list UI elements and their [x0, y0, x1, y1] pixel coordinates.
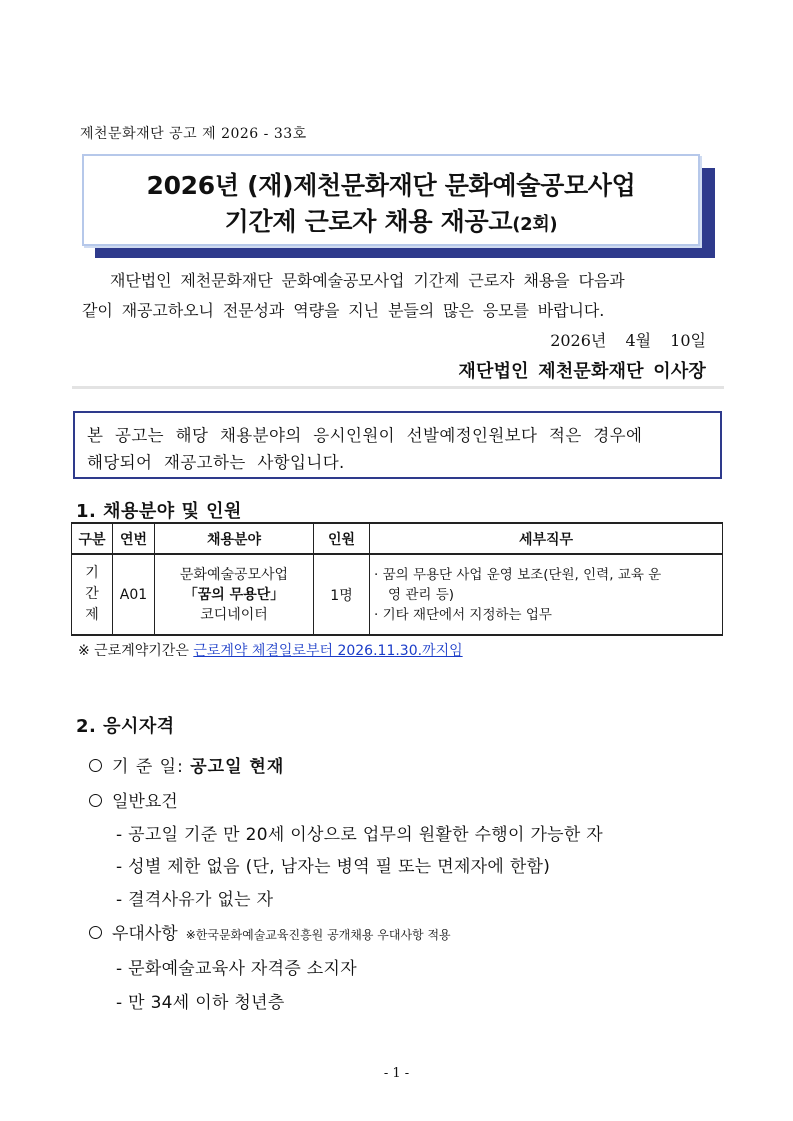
cell-category	[72, 554, 113, 635]
duty-item: · 꿈의 무용단 사업 운영 보조(단원, 인력, 교육 운	[374, 566, 662, 583]
section2-heading: 2. 응시자격	[76, 716, 175, 737]
title-line-2-suffix: (2회)	[512, 214, 558, 235]
general-item: - 공고일 기준 만 20세 이상으로 업무의 원활한 수행이 가능한 자	[116, 825, 604, 845]
general-item: - 성별 제한 없음 (단, 남자는 병역 필 또는 면제자에 한함)	[116, 857, 551, 877]
category-char: 간	[85, 586, 99, 602]
divider	[72, 386, 724, 389]
field-line: 「꿈의 무용단」	[183, 586, 285, 603]
intro-line-1: 재단법인 제천문화재단 문화예술공모사업 기간제 근로자 채용을 다음과	[110, 271, 625, 290]
header-number: 연번	[113, 523, 155, 554]
general-requirements-row	[89, 787, 178, 812]
header-category: 구분	[72, 523, 113, 554]
page-number: - 1 -	[383, 1066, 410, 1081]
table-header-row	[72, 523, 723, 554]
cell-number: A01	[113, 554, 155, 635]
title-line-2	[84, 202, 698, 238]
duty-item-continuation: 영 관리 등)	[388, 586, 455, 603]
field-line: 문화예술공모사업	[179, 566, 289, 583]
preference-item: - 문화예술교육사 자격증 소지자	[116, 959, 357, 979]
intro-line-2: 같이 재공고하오니 전문성과 역량을 지닌 분들의 많은 응모를 바랍니다.	[82, 301, 605, 320]
cell-headcount: 1명	[314, 554, 370, 635]
circle-bullet-icon	[89, 794, 102, 807]
notice-date: 2026년 4월 10일	[550, 331, 706, 350]
circle-bullet-icon	[89, 926, 102, 939]
preference-item: - 만 34세 이하 청년층	[116, 993, 285, 1013]
general-item: - 결격사유가 없는 자	[116, 890, 274, 910]
recruitment-table	[71, 522, 723, 636]
circle-bullet-icon	[89, 759, 102, 772]
general-label: 일반요건	[112, 792, 178, 812]
header-duties: 세부직무	[370, 523, 723, 554]
preference-label: 우대사항	[112, 924, 178, 944]
title-line-1: 2026년 (재)제천문화재단 문화예술공모사업	[146, 171, 636, 200]
notice-number: 제천문화재단 공고 제 2026 - 33호	[80, 126, 307, 142]
cell-duties	[370, 554, 723, 635]
criteria-date-label: 기 준 일:	[112, 757, 191, 777]
header-field: 채용분야	[155, 523, 314, 554]
contract-note-prefix: ※ 근로계약기간은	[78, 643, 194, 659]
preference-note: ※한국문화예술교육진흥원 공개채용 우대사항 적용	[185, 928, 451, 942]
notice-box-line-2: 해당되어 재공고하는 사항입니다.	[87, 453, 345, 472]
contract-period-note	[78, 640, 463, 660]
contract-note-link[interactable]: 근로계약 체결일로부터 2026.11.30.까지임	[193, 643, 463, 659]
header-headcount: 인원	[314, 523, 370, 554]
section1-heading: 1. 채용분야 및 인원	[76, 501, 242, 522]
category-char: 기	[85, 565, 99, 581]
reannouncement-notice-box	[73, 411, 722, 479]
notice-box-line-1: 본 공고는 해당 채용분야의 응시인원이 선발예정인원보다 적은 경우에	[87, 426, 643, 445]
title-line-2-main: 기간제 근로자 채용 재공고	[224, 207, 513, 236]
category-char: 제	[85, 607, 99, 623]
duty-item: · 기타 재단에서 지정하는 업무	[374, 606, 552, 623]
table-row	[72, 554, 723, 635]
criteria-date-value: 공고일 현재	[190, 757, 285, 777]
title-box	[82, 154, 700, 246]
field-line: 코디네이터	[200, 606, 268, 623]
preference-row	[89, 919, 451, 944]
cell-field	[155, 554, 314, 635]
criteria-date-row	[89, 752, 284, 777]
issuer: 재단법인 제천문화재단 이사장	[458, 361, 706, 382]
